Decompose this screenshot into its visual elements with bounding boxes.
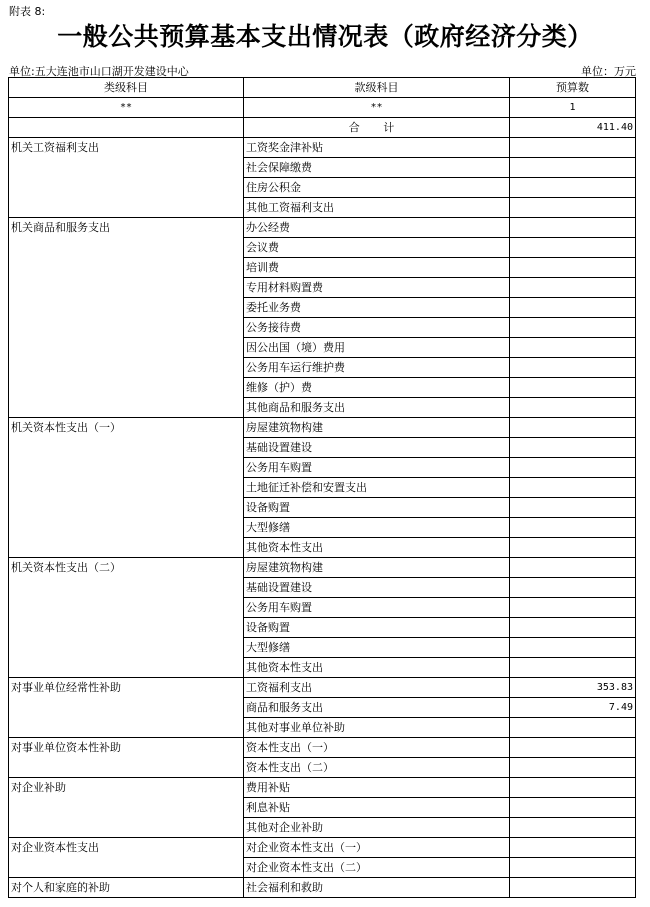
budget-value-cell bbox=[510, 238, 636, 258]
total-empty-cell bbox=[9, 118, 244, 138]
budget-value-cell bbox=[510, 858, 636, 878]
total-row bbox=[9, 118, 636, 138]
budget-value-cell bbox=[510, 298, 636, 318]
subcategory-cell: 公务用车购置 bbox=[244, 598, 510, 618]
budget-value-cell bbox=[510, 318, 636, 338]
budget-value-cell bbox=[510, 378, 636, 398]
category-cell: 机关资本性支出（二） bbox=[9, 558, 244, 678]
unit-currency: 单位：万元 bbox=[581, 65, 636, 78]
subcategory-cell: 房屋建筑物构建 bbox=[244, 418, 510, 438]
subcategory-cell: 资本性支出（二） bbox=[244, 758, 510, 778]
index-category: ** bbox=[9, 98, 244, 118]
subcategory-cell: 土地征迁补偿和安置支出 bbox=[244, 478, 510, 498]
table-row bbox=[9, 878, 636, 898]
table-row bbox=[9, 218, 636, 238]
budget-value-cell bbox=[510, 618, 636, 638]
page-title: 一般公共预算基本支出情况表（政府经济分类） bbox=[57, 22, 593, 51]
budget-value-cell bbox=[510, 498, 636, 518]
category-cell: 对事业单位资本性补助 bbox=[9, 738, 244, 778]
subcategory-cell: 因公出国（境）费用 bbox=[244, 338, 510, 358]
budget-value-cell bbox=[510, 818, 636, 838]
budget-value-cell: 7.49 bbox=[510, 698, 636, 718]
subcategory-cell: 基础设置建设 bbox=[244, 578, 510, 598]
subcategory-cell: 社会福利和救助 bbox=[244, 878, 510, 898]
index-subcategory: ** bbox=[244, 98, 510, 118]
budget-value-cell bbox=[510, 658, 636, 678]
attachment-label: 附表 8: bbox=[9, 5, 46, 18]
subcategory-cell: 设备购置 bbox=[244, 618, 510, 638]
subcategory-cell: 培训费 bbox=[244, 258, 510, 278]
table-row bbox=[9, 738, 636, 758]
category-cell: 对企业资本性支出 bbox=[9, 838, 244, 878]
subcategory-cell: 公务接待费 bbox=[244, 318, 510, 338]
subcategory-cell: 其他对企业补助 bbox=[244, 818, 510, 838]
subcategory-cell: 其他对事业单位补助 bbox=[244, 718, 510, 738]
header-row bbox=[9, 78, 636, 98]
budget-value-cell bbox=[510, 538, 636, 558]
subcategory-cell: 商品和服务支出 bbox=[244, 698, 510, 718]
budget-value-cell bbox=[510, 478, 636, 498]
budget-value-cell bbox=[510, 778, 636, 798]
subcategory-cell: 公务用车购置 bbox=[244, 458, 510, 478]
subcategory-cell: 基础设置建设 bbox=[244, 438, 510, 458]
subcategory-cell: 其他工资福利支出 bbox=[244, 198, 510, 218]
subcategory-cell: 资本性支出（一） bbox=[244, 738, 510, 758]
budget-value-cell bbox=[510, 218, 636, 238]
subcategory-cell: 对企业资本性支出（二） bbox=[244, 858, 510, 878]
subcategory-cell: 维修（护）费 bbox=[244, 378, 510, 398]
header-category: 类级科目 bbox=[9, 78, 244, 98]
budget-value-cell bbox=[510, 338, 636, 358]
budget-value-cell bbox=[510, 598, 636, 618]
subcategory-cell: 办公经费 bbox=[244, 218, 510, 238]
budget-value-cell bbox=[510, 258, 636, 278]
budget-value-cell bbox=[510, 138, 636, 158]
subcategory-cell: 工资福利支出 bbox=[244, 678, 510, 698]
subcategory-cell: 其他资本性支出 bbox=[244, 658, 510, 678]
budget-table-body bbox=[9, 78, 636, 898]
table-row bbox=[9, 838, 636, 858]
budget-value-cell bbox=[510, 558, 636, 578]
total-value: 411.40 bbox=[510, 118, 636, 138]
subcategory-cell: 委托业务费 bbox=[244, 298, 510, 318]
subcategory-cell: 专用材料购置费 bbox=[244, 278, 510, 298]
budget-value-cell bbox=[510, 758, 636, 778]
budget-value-cell bbox=[510, 518, 636, 538]
index-budget: 1 bbox=[510, 98, 636, 118]
budget-value-cell bbox=[510, 798, 636, 818]
category-cell: 对事业单位经常性补助 bbox=[9, 678, 244, 738]
total-label: 合 计 bbox=[244, 118, 510, 138]
table-row bbox=[9, 558, 636, 578]
budget-value-cell bbox=[510, 398, 636, 418]
subcategory-cell: 其他商品和服务支出 bbox=[244, 398, 510, 418]
subcategory-cell: 公务用车运行维护费 bbox=[244, 358, 510, 378]
table-row bbox=[9, 678, 636, 698]
unit-organization: 单位:五大连池市山口湖开发建设中心 bbox=[9, 65, 189, 78]
table-row bbox=[9, 138, 636, 158]
category-cell: 机关工资福利支出 bbox=[9, 138, 244, 218]
budget-value-cell bbox=[510, 198, 636, 218]
budget-value-cell bbox=[510, 718, 636, 738]
category-cell: 对企业补助 bbox=[9, 778, 244, 838]
table-row bbox=[9, 778, 636, 798]
budget-value-cell bbox=[510, 738, 636, 758]
subcategory-cell: 大型修缮 bbox=[244, 518, 510, 538]
budget-value-cell: 353.83 bbox=[510, 678, 636, 698]
budget-value-cell bbox=[510, 158, 636, 178]
subcategory-cell: 大型修缮 bbox=[244, 638, 510, 658]
header-subcategory: 款级科目 bbox=[244, 78, 510, 98]
budget-value-cell bbox=[510, 638, 636, 658]
budget-value-cell bbox=[510, 458, 636, 478]
budget-value-cell bbox=[510, 438, 636, 458]
subcategory-cell: 其他资本性支出 bbox=[244, 538, 510, 558]
subcategory-cell: 会议费 bbox=[244, 238, 510, 258]
budget-value-cell bbox=[510, 578, 636, 598]
subcategory-cell: 利息补贴 bbox=[244, 798, 510, 818]
budget-value-cell bbox=[510, 418, 636, 438]
budget-table bbox=[8, 77, 636, 898]
subcategory-cell: 对企业资本性支出（一） bbox=[244, 838, 510, 858]
budget-value-cell bbox=[510, 878, 636, 898]
budget-value-cell bbox=[510, 838, 636, 858]
budget-value-cell bbox=[510, 358, 636, 378]
budget-value-cell bbox=[510, 178, 636, 198]
subcategory-cell: 工资奖金津补贴 bbox=[244, 138, 510, 158]
subcategory-cell: 费用补贴 bbox=[244, 778, 510, 798]
subcategory-cell: 房屋建筑物构建 bbox=[244, 558, 510, 578]
subcategory-cell: 设备购置 bbox=[244, 498, 510, 518]
index-row bbox=[9, 98, 636, 118]
table-row bbox=[9, 418, 636, 438]
category-cell: 机关资本性支出（一） bbox=[9, 418, 244, 558]
budget-value-cell bbox=[510, 278, 636, 298]
category-cell: 机关商品和服务支出 bbox=[9, 218, 244, 418]
header-budget: 预算数 bbox=[510, 78, 636, 98]
subcategory-cell: 社会保障缴费 bbox=[244, 158, 510, 178]
subcategory-cell: 住房公积金 bbox=[244, 178, 510, 198]
category-cell: 对个人和家庭的补助 bbox=[9, 878, 244, 898]
